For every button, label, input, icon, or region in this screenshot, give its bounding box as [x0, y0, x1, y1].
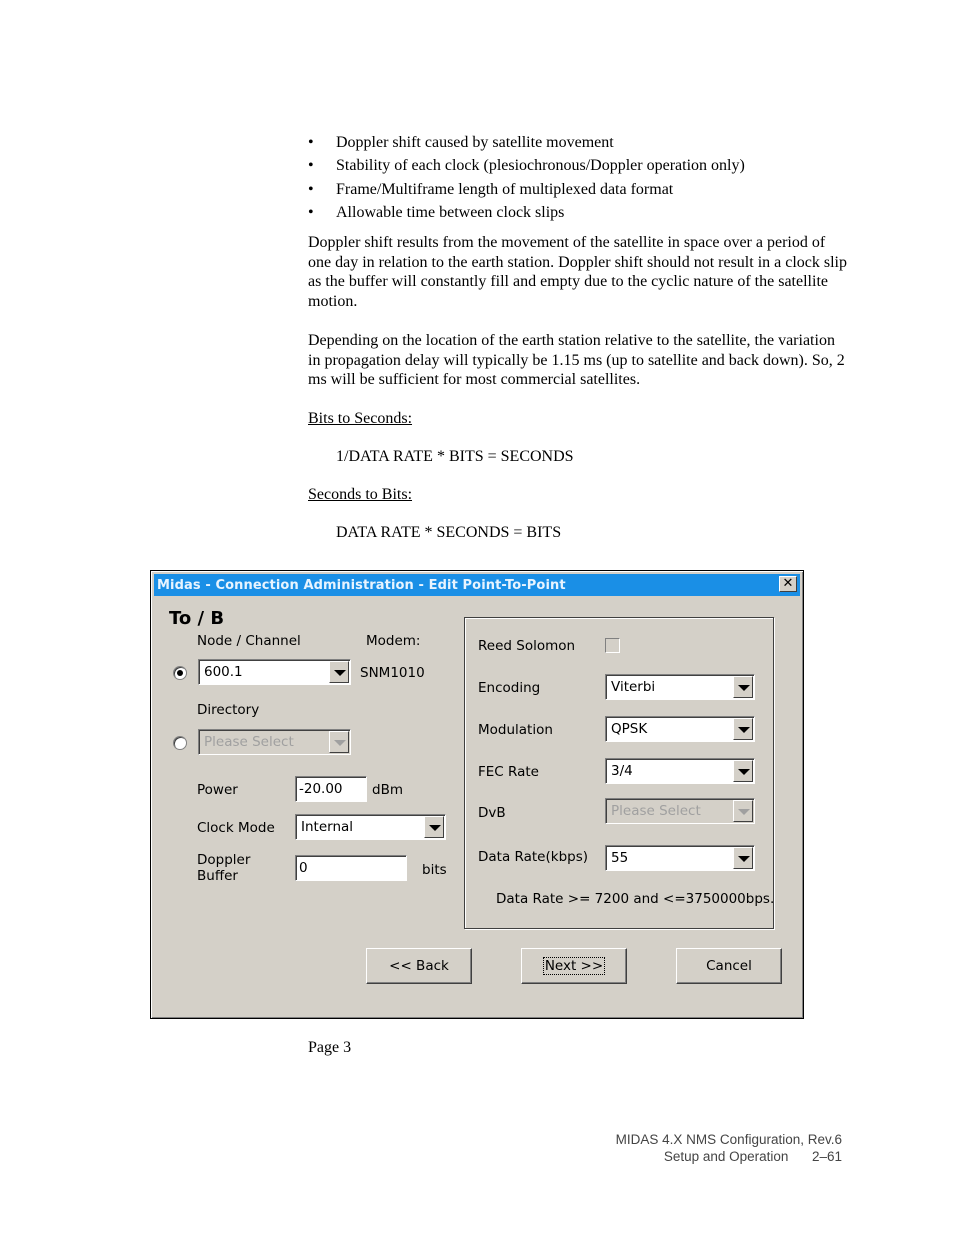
- directory-label: Directory: [197, 702, 260, 718]
- directory-select[interactable]: [198, 729, 351, 755]
- close-icon[interactable]: ✕: [779, 576, 797, 592]
- node-channel-select[interactable]: [198, 659, 351, 685]
- next-button[interactable]: [521, 948, 627, 984]
- encoding-value: Viterbi: [611, 679, 656, 695]
- modulation-label: Modulation: [478, 722, 553, 738]
- modulation-select[interactable]: [605, 716, 755, 742]
- dvb-value: Please Select: [611, 803, 701, 819]
- modulation-value: QPSK: [611, 721, 648, 737]
- directory-radio[interactable]: [173, 736, 187, 750]
- modem-label: Modem:: [366, 633, 421, 649]
- clock-mode-select[interactable]: [295, 814, 446, 840]
- reed-solomon-checkbox[interactable]: [605, 638, 620, 653]
- encoding-label: Encoding: [478, 680, 541, 696]
- node-channel-value: 600.1: [204, 664, 243, 680]
- back-button-label: << Back: [389, 958, 449, 974]
- doppler-label-line2: Buffer: [197, 868, 238, 884]
- dialog-titlebar[interactable]: [154, 574, 800, 596]
- bullet-item: • Stability of each clock (plesiochronous/Doppler operation only): [308, 156, 848, 179]
- edit-point-to-point-dialog: [150, 570, 804, 1019]
- bullet-item: • Allowable time between clock slips: [308, 203, 848, 226]
- fec-rate-label: FEC Rate: [478, 764, 539, 780]
- chevron-down-icon[interactable]: [733, 800, 753, 822]
- paragraph-propagation: Depending on the location of the earth station relative to the satellite, the variation in propagation delay will typically be 1.15 ms (up to satellite and back down). So, 2 ms will be sufficient for most commercial satellites.: [308, 332, 845, 388]
- page-caption: Page 3: [308, 1039, 352, 1056]
- cancel-button[interactable]: [676, 948, 782, 984]
- bits-to-seconds-heading: Bits to Seconds:: [308, 410, 413, 427]
- bullet-item: • Frame/Multiframe length of multiplexed data format: [308, 180, 848, 203]
- chevron-down-icon[interactable]: [329, 731, 349, 753]
- data-rate-select[interactable]: [605, 845, 755, 871]
- chevron-down-icon[interactable]: [733, 847, 753, 869]
- encoding-select[interactable]: [605, 674, 755, 700]
- power-input[interactable]: [295, 776, 367, 802]
- footer-page-number: 2–61: [811, 1149, 842, 1164]
- footer-section: [664, 1149, 842, 1164]
- data-rate-note: Data Rate >= 7200 and <=3750000bps.: [496, 891, 775, 907]
- chevron-down-icon[interactable]: [733, 676, 753, 698]
- seconds-to-bits-heading: Seconds to Bits:: [308, 486, 413, 503]
- clock-mode-label: Clock Mode: [197, 820, 275, 836]
- back-button[interactable]: [366, 948, 472, 984]
- bullet-list: [308, 133, 848, 226]
- modem-value: SNM1010: [360, 665, 425, 681]
- power-value: -20.00: [299, 781, 343, 797]
- doppler-buffer-input[interactable]: [295, 855, 407, 881]
- modem-settings-group: [464, 617, 774, 929]
- power-label: Power: [197, 782, 238, 798]
- section-heading: To / B: [169, 608, 225, 629]
- dvb-label: DvB: [478, 805, 506, 821]
- fec-rate-select[interactable]: [605, 758, 755, 784]
- seconds-to-bits-formula: DATA RATE * SECONDS = BITS: [336, 524, 562, 541]
- fec-rate-value: 3/4: [611, 763, 633, 779]
- doppler-unit: bits: [422, 862, 447, 878]
- chevron-down-icon[interactable]: [733, 718, 753, 740]
- data-rate-value: 55: [611, 850, 629, 866]
- dialog-title: Midas - Connection Administration - Edit Point-To-Point: [157, 578, 566, 593]
- paragraph-doppler: Doppler shift results from the movement of the satellite in space over a period of one day in relation to the earth station. Doppler shift should not result in a clock slip as the buffer will constantly fill and empty due to the cyclic nature of the satellite motion.: [308, 234, 847, 310]
- cancel-button-label: Cancel: [706, 958, 752, 974]
- bullet-item: • Doppler shift caused by satellite movement: [308, 133, 848, 156]
- node-channel-radio[interactable]: [173, 666, 187, 680]
- chevron-down-icon[interactable]: [329, 661, 349, 683]
- doppler-buffer-value: 0: [299, 860, 308, 876]
- directory-value: Please Select: [204, 734, 294, 750]
- power-unit: dBm: [372, 782, 403, 798]
- doppler-label-line1: Doppler: [197, 852, 251, 868]
- chevron-down-icon[interactable]: [733, 760, 753, 782]
- data-rate-label: Data Rate(kbps): [478, 849, 589, 865]
- clock-mode-value: Internal: [301, 819, 354, 835]
- bits-to-seconds-formula: 1/DATA RATE * BITS = SECONDS: [336, 448, 574, 465]
- next-button-label: Next >>: [544, 958, 604, 974]
- dvb-select[interactable]: [605, 798, 755, 824]
- footer-doc-title: MIDAS 4.X NMS Configuration, Rev.6: [615, 1132, 842, 1147]
- node-channel-label: Node / Channel: [197, 633, 301, 649]
- footer-section-name: Setup and Operation: [663, 1149, 789, 1164]
- reed-solomon-label: Reed Solomon: [478, 638, 576, 654]
- chevron-down-icon[interactable]: [424, 816, 444, 838]
